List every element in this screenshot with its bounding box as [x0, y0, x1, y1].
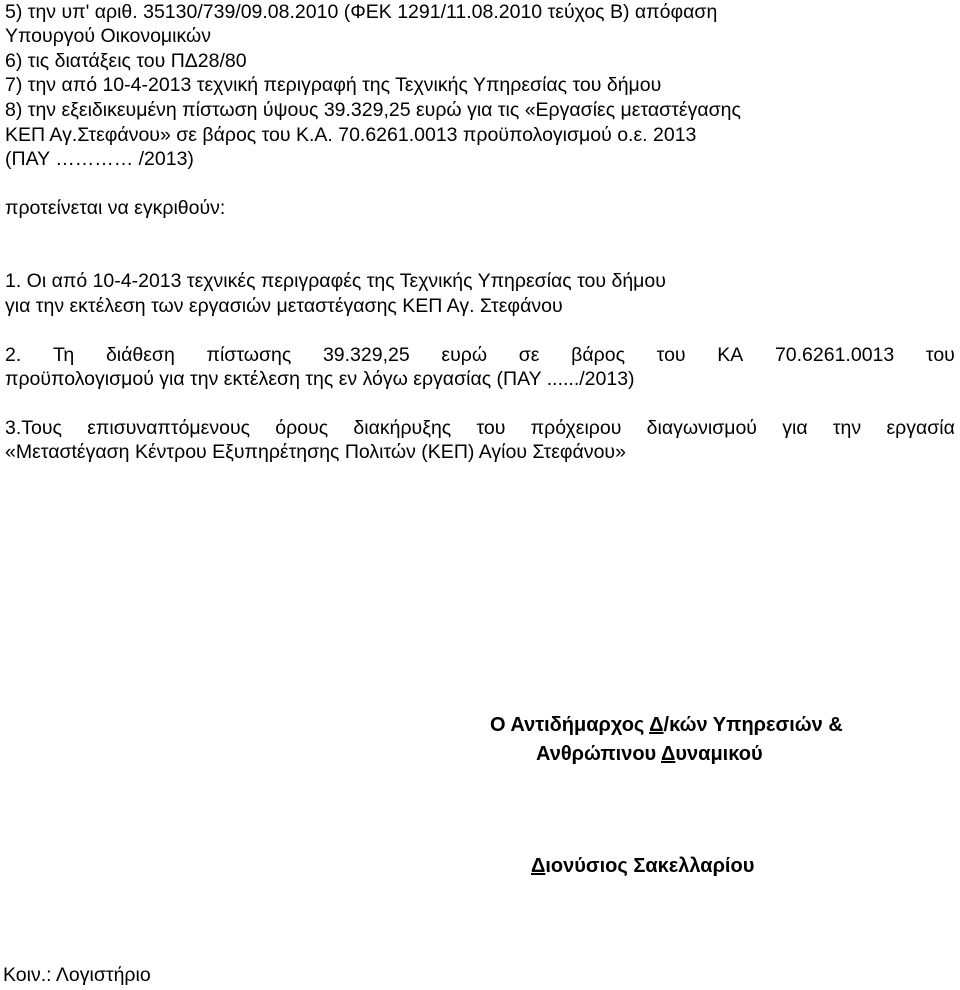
signatory-title-prefix: Ο Αντιδήμαρχος: [490, 714, 650, 736]
approval-3-line-2: «Μετασtέγαση Κέντρου Εξυπηρέτησης Πολιτών (ΚΕΠ) Αγίου Στεφάνου»: [5, 441, 626, 463]
approval-2-word: 39.329,25: [322, 344, 410, 366]
approval-1-line-2: για την εκτέλεση των εργασιών μεταστέγασης ΚΕΠ Αγ. Στεφάνου: [5, 295, 563, 317]
signatory-title-d: Δ: [649, 714, 664, 736]
approval-3-word: όρους: [275, 417, 329, 439]
recital-8-line-2: ΚΕΠ Αγ.Στεφάνου» σε βάρος του Κ.Α. 70.6261.0013 προϋπολογισμού ο.ε. 2013: [5, 124, 697, 146]
approval-2-word: του: [656, 344, 686, 366]
approval-3-line-1: [5, 416, 955, 440]
approval-2-word: του: [925, 344, 955, 366]
proposal-intro: προτείνεται να εγκριθούν:: [5, 197, 226, 219]
approval-3-word: πρόχειρου: [530, 417, 622, 439]
approval-3-word: για: [782, 417, 808, 439]
approval-3-word: την: [832, 417, 862, 439]
recital-7: 7) την από 10-4-2013 τεχνική περιγραφή της Τεχνικής Υπηρεσίας του δήμου: [5, 74, 662, 96]
recital-5-line-1: 5) την υπ' αριθ. 35130/739/09.08.2010 (ΦΕΚ 1291/11.08.2010 τεύχος Β) απόφαση: [5, 1, 718, 23]
recital-8-line-1: 8) την εξειδικευμένη πίστωση ύψους 39.329,25 ευρώ για τις «Εργασίες μεταστέγασης: [5, 99, 741, 121]
signatory-title-suffix: /κών Υπηρεσιών &: [663, 714, 843, 736]
approval-2-word: ΚΑ: [717, 344, 744, 366]
recital-8-line-3: (ΠΑΥ ………… /2013): [5, 148, 194, 170]
recital-5-line-2: Υπουργού Οικονομικών: [5, 25, 211, 47]
approval-2-word: ευρώ: [441, 344, 488, 366]
approval-2-line-1: [5, 343, 955, 367]
approval-2-word: 2.: [5, 344, 22, 366]
approval-3-word: εργασία: [886, 417, 955, 439]
signatory-title-line-2: [0, 741, 960, 767]
signatory-title-line-1: [0, 712, 960, 738]
approval-1-line-1: 1. Οι από 10-4-2013 τεχνικές περιγραφές της Τεχνικής Υπηρεσίας του δήμου: [5, 270, 666, 292]
approval-2-word: διάθεση: [105, 344, 175, 366]
approval-2-word: 70.6261.0013: [774, 344, 895, 366]
signatory-title-line2-suffix: υναμικού: [675, 743, 763, 765]
approval-2-word: βάρος: [571, 344, 625, 366]
signatory-title-line2-prefix: Ανθρώπινου: [536, 743, 662, 765]
approval-2-line-2: προϋπολογισμού για την εκτέλεση της εν λόγω εργασίας (ΠΑΥ ....../2013): [5, 368, 635, 390]
approval-3-word: 3.Τους: [5, 417, 62, 439]
approval-2-word: Τη: [52, 344, 75, 366]
cc-line: Κοιν.: Λογιστήριο: [3, 964, 151, 986]
approval-2-word: σε: [518, 344, 540, 366]
signatory-name-d: Δ: [531, 855, 546, 877]
recital-6: 6) τις διατάξεις του ΠΔ28/80: [5, 50, 247, 72]
approval-3-word: διακήρυξης: [353, 417, 452, 439]
signatory-name: [0, 853, 960, 879]
approval-3-word: διαγωνισμού: [646, 417, 757, 439]
approval-3-word: του: [476, 417, 506, 439]
signatory-name-rest: ιονύσιος Σακελλαρίου: [545, 855, 755, 877]
approval-2-word: πίστωσης: [206, 344, 292, 366]
signatory-title-line2-d: Δ: [661, 743, 676, 765]
approval-3-word: επισυναπτόμενους: [87, 417, 251, 439]
